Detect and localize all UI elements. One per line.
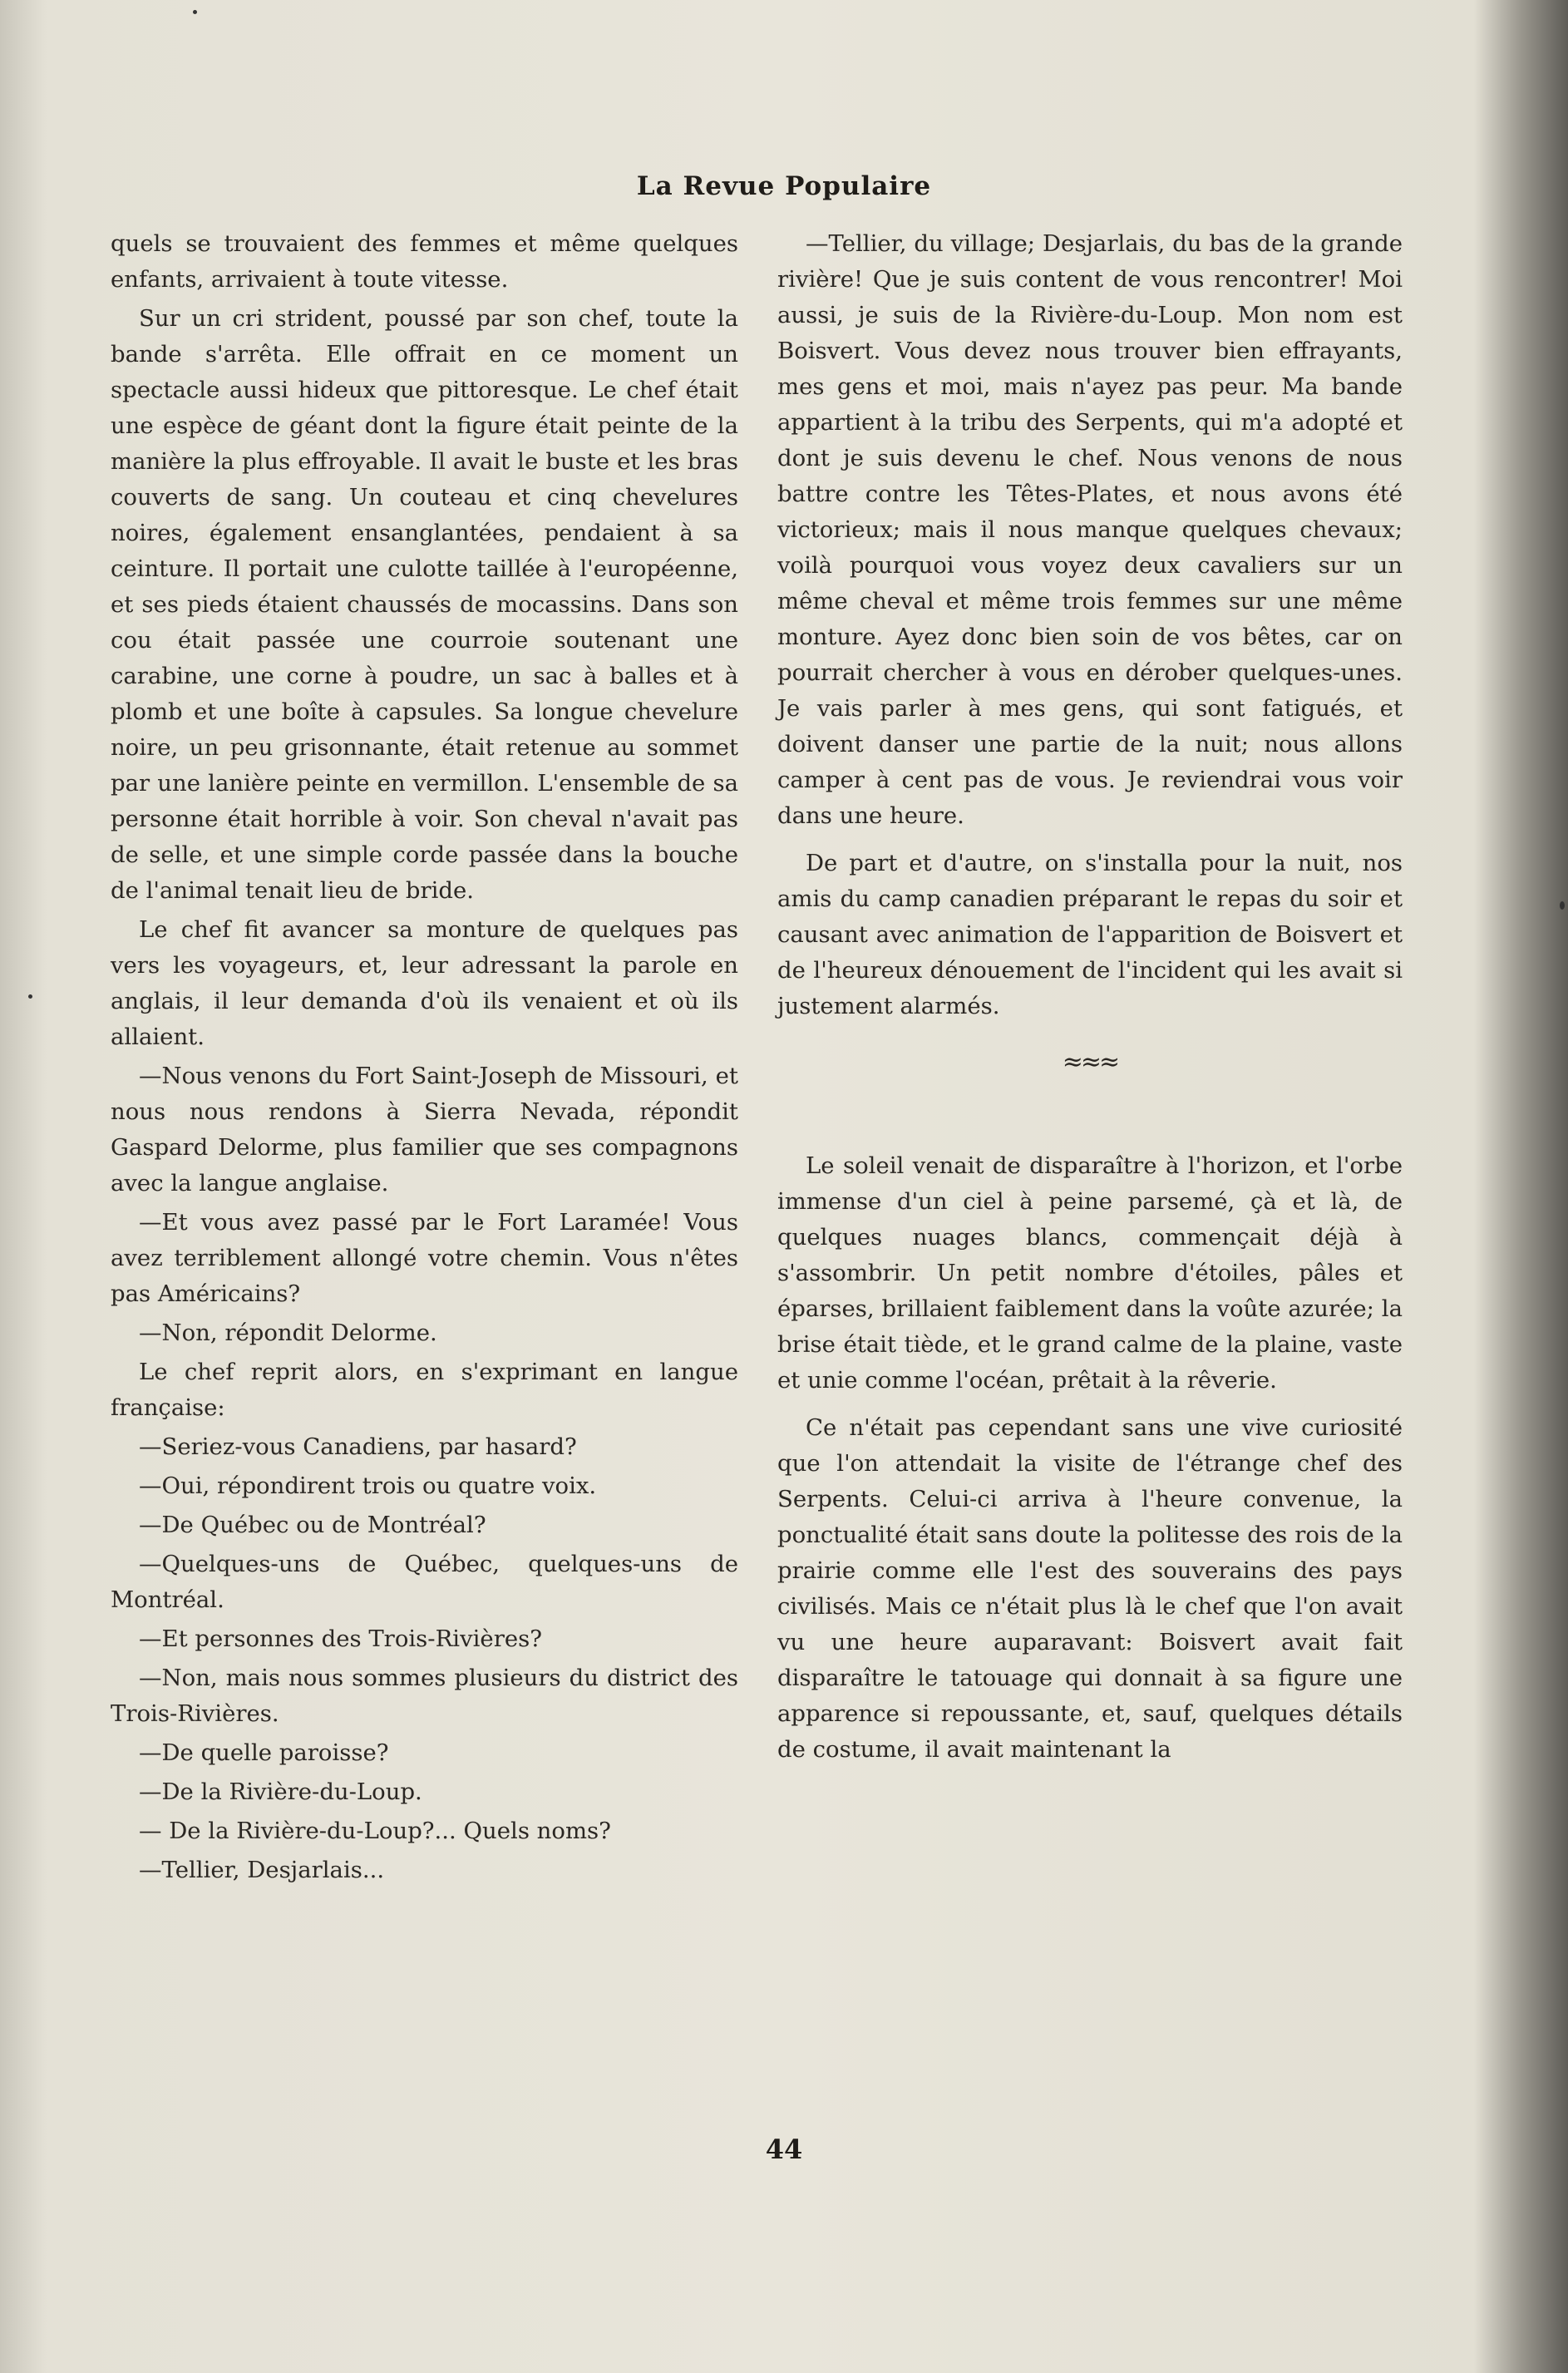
dialogue-line: —Seriez-vous Canadiens, par hasard?	[139, 1433, 577, 1460]
dialogue-line: —De la Rivière-du-Loup.	[139, 1779, 422, 1805]
dialogue-line: —De quelle paroisse?	[139, 1739, 389, 1766]
dialogue-line: —Non, répondit Delorme.	[139, 1320, 437, 1346]
dialogue-line: — De la Rivière-du-Loup?... Quels noms?	[139, 1818, 611, 1844]
right-column	[777, 226, 1403, 1779]
dialogue-line: —Quelques-uns de Québec, quelques-uns de Montréal.	[111, 1551, 738, 1613]
left-column	[111, 226, 738, 1892]
paragraph: Ce n'était pas cependant sans une vive curiosité que l'on attendait la visite de l'étrange chef des Serpents. Celui-ci arriva à l'heure convenue, la ponctualité était sans doute la politesse des rois de la prairie comme elle l'est des souverains des pays civilisés. Mais ce n'était plus là le chef que l'on avait vu une heure auparavant: Boisvert avait fait disparaître le tatouage qui donnait à sa figure une apparence si repoussante, et, sauf, quelques détails de costume, il avait maintenant la	[777, 1414, 1403, 1763]
page-number: 44	[765, 2134, 803, 2165]
paper-speck	[28, 994, 32, 999]
dialogue-line: —De Québec ou de Montréal?	[139, 1512, 486, 1538]
paper-speck	[193, 10, 197, 14]
section-break-ornament: ≈≈≈	[1062, 1048, 1118, 1077]
paper-speck	[1560, 901, 1565, 910]
paragraph: Le chef reprit alors, en s'exprimant en langue française:	[111, 1359, 738, 1421]
paragraph: quels se trouvaient des femmes et même quelques enfants, arrivaient à toute vitesse.	[111, 230, 738, 293]
paragraph: De part et d'autre, on s'installa pour la nuit, nos amis du camp canadien préparant le repas du soir et causant avec animation de l'apparition de Boisvert et de l'heureux dénouement de l'incident qui les avait si justement alarmés.	[777, 850, 1403, 1019]
dialogue-line: —Et vous avez passé par le Fort Laramée! Vous avez terriblement allongé votre chemin. Vous n'êtes pas Américains?	[111, 1209, 738, 1307]
dialogue-line: —Et personnes des Trois-Rivières?	[139, 1626, 542, 1652]
paragraph: Le chef fit avancer sa monture de quelques pas vers les voyageurs, et, leur adressant la parole en anglais, il leur demanda d'où ils venaient et où ils allaient.	[111, 916, 738, 1050]
dialogue-line: —Tellier, Desjarlais...	[139, 1857, 385, 1883]
paragraph: Le soleil venait de disparaître à l'horizon, et l'orbe immense d'un ciel à peine parsemé, çà et là, de quelques nuages blancs, commençait déjà à s'assombrir. Un petit nombre d'étoiles, pâles et éparses, brillaient faiblement dans la voûte azurée; la brise était tiède, et le grand calme de la plaine, vaste et unie comme l'océan, prêtait à la rêverie.	[777, 1152, 1403, 1394]
dialogue-line: —Non, mais nous sommes plusieurs du district des Trois-Rivières.	[111, 1665, 738, 1727]
dialogue-line: —Nous venons du Fort Saint-Joseph de Missouri, et nous nous rendons à Sierra Nevada, répondit Gaspard Delorme, plus familier que ses compagnons avec la langue anglaise.	[111, 1063, 738, 1196]
dialogue-line: —Oui, répondirent trois ou quatre voix.	[139, 1473, 597, 1499]
paragraph: Sur un cri strident, poussé par son chef, toute la bande s'arrêta. Elle offrait en ce moment un spectacle aussi hideux que pittoresque. Le chef était une espèce de géant dont la figure était peinte de la manière la plus effroyable. Il avait le buste et les bras couverts de sang. Un couteau et cinq chevelures noires, également ensanglantées, pendaient à sa ceinture. Il portait une culotte taillée à l'européenne, et ses pieds étaient chaussés de mocassins. Dans son cou était passée une courroie soutenant une carabine, une corne à poudre, un sac à balles et à plomb et une boîte à capsules. Sa longue chevelure noire, un peu grisonnante, était retenue au sommet par une lanière peinte en vermillon. L'ensemble de sa personne était horrible à voir. Son cheval n'avait pas de selle, et une simple corde passée dans la bouche de l'animal tenait lieu de bride.	[111, 305, 738, 904]
dialogue-line: —Tellier, du village; Desjarlais, du bas de la grande rivière! Que je suis content de vous rencontrer! Moi aussi, je suis de la Rivière-du-Loup. Mon nom est Boisvert. Vous devez nous trouver bien effrayants, mes gens et moi, mais n'ayez pas peur. Ma bande appartient à la tribu des Serpents, qui m'a adopté et dont je suis devenu le chef. Nous venons de nous battre contre les Têtes-Plates, et nous avons été victorieux; mais il nous manque quelques chevaux; voilà pourquoi vous voyez deux cavaliers sur un même cheval et même trois femmes sur une même monture. Ayez donc bien soin de vos bêtes, car on pourrait chercher à vous en dérober quelques-unes. Je vais parler à mes gens, qui sont fatigués, et doivent danser une partie de la nuit; nous allons camper à cent pas de vous. Je reviendrai vous voir dans une heure.	[777, 230, 1403, 829]
running-title: La Revue Populaire	[636, 171, 932, 201]
